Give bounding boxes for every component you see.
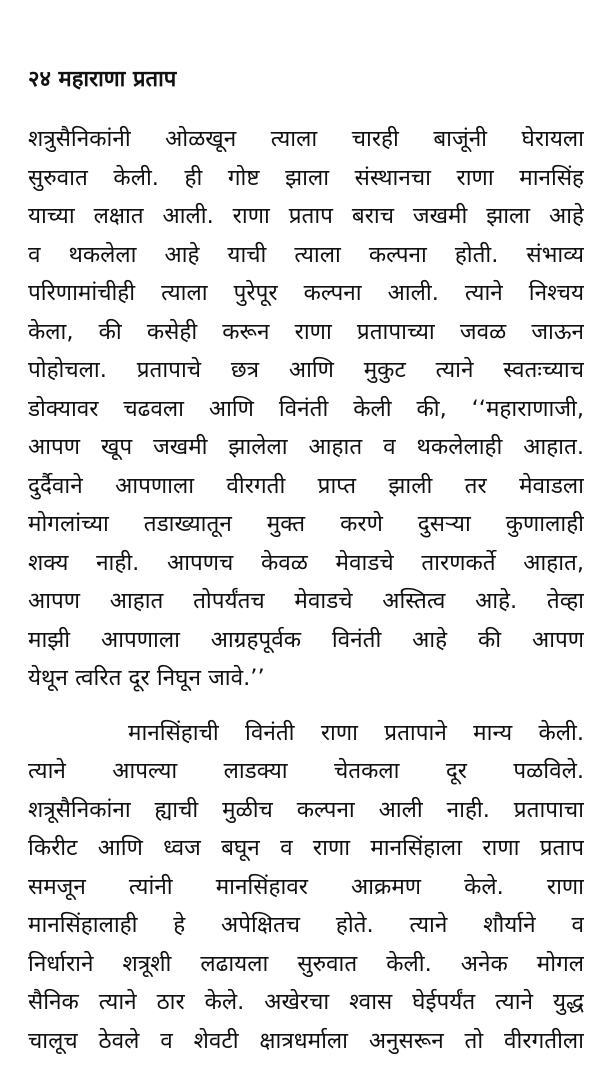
text-line: पोहोचला. प्रतापाचे छत्र आणि मुकुट त्याने स्वतःच्याच bbox=[28, 357, 584, 383]
body-text bbox=[28, 120, 584, 1060]
text-line: केला, की कसेही करून राणा प्रतापाच्या जवळ जाऊन bbox=[28, 318, 584, 345]
paragraph-gap bbox=[28, 698, 584, 714]
text-line: आपण आहात तोपर्यंतच मेवाडचे अस्तित्व आहे. तेव्हा bbox=[28, 588, 584, 614]
text-line: निर्धाराने शत्रूशी लढायला सुरुवात केली. अनेक मोगल bbox=[28, 950, 584, 977]
paragraph-1 bbox=[28, 120, 584, 698]
text-line: परिणामांचीही त्याला पुरेपूर कल्पना आली. त्याने निश्चय bbox=[28, 280, 584, 306]
text-line: किरीट आणि ध्वज बघून व राणा मानसिंहाला राणा प्रताप bbox=[28, 835, 584, 861]
text-line: चालूच ठेवले व शेवटी क्षात्रधर्माला अनुसरून तो वीरगतीला bbox=[28, 1027, 584, 1054]
text-line: शत्रूसैनिकांना ह्याची मुळीच कल्पना आली नाही. प्रतापाचा bbox=[28, 796, 584, 823]
text-line: सुरुवात केली. ही गोष्ट झाला संस्थानचा राणा मानसिंह bbox=[28, 164, 584, 191]
text-line: मानसिंहालाही हे अपेक्षितच होते. त्याने शौर्याने व bbox=[28, 912, 584, 938]
text-line: डोक्यावर चढवला आणि विनंती केली की, ‘‘महाराणाजी, bbox=[28, 395, 584, 422]
text-line: मोगलांच्या तडाख्यातून मुक्त करणे दुसऱ्या कुणालाही bbox=[28, 511, 584, 537]
running-head: २४ महाराणा प्रताप bbox=[28, 67, 177, 92]
text-line: सैनिक त्याने ठार केले. अखेरचा श्वास घेईपर्यंत त्याने युद्ध bbox=[28, 989, 584, 1015]
text-line: आपण खूप जखमी झालेला आहात व थकलेलाही आहात. bbox=[28, 434, 584, 460]
text-line: मानसिंहाची विनंती राणा प्रतापाने मान्य केली. bbox=[128, 719, 584, 746]
text-line: येथून त्वरित दूर निघून जावे.’’ bbox=[28, 665, 265, 691]
text-line: त्याने आपल्या लाडक्या चेतकला दूर पळविले. bbox=[28, 758, 584, 784]
text-line: व थकलेला आहे याची त्याला कल्पना होती. संभाव्य bbox=[28, 241, 584, 268]
text-line: समजून त्यांनी मानसिंहावर आक्रमण केले. राणा bbox=[28, 873, 584, 900]
text-line: दुर्दैवाने आपणाला वीरगती प्राप्त झाली तर मेवाडला bbox=[28, 472, 584, 499]
text-line: शक्य नाही. आपणच केवळ मेवाडचे तारणकर्ते आहात, bbox=[28, 549, 584, 576]
paragraph-2 bbox=[28, 714, 584, 1061]
text-line: माझी आपणाला आग्रहपूर्वक विनंती आहे की आपण bbox=[28, 626, 584, 653]
text-line: याच्या लक्षात आली. राणा प्रताप बराच जखमी झाला आहे bbox=[28, 203, 584, 229]
text-line: शत्रुसैनिकांनी ओळखून त्याला चारही बाजूंनी घेरायला bbox=[28, 126, 584, 152]
